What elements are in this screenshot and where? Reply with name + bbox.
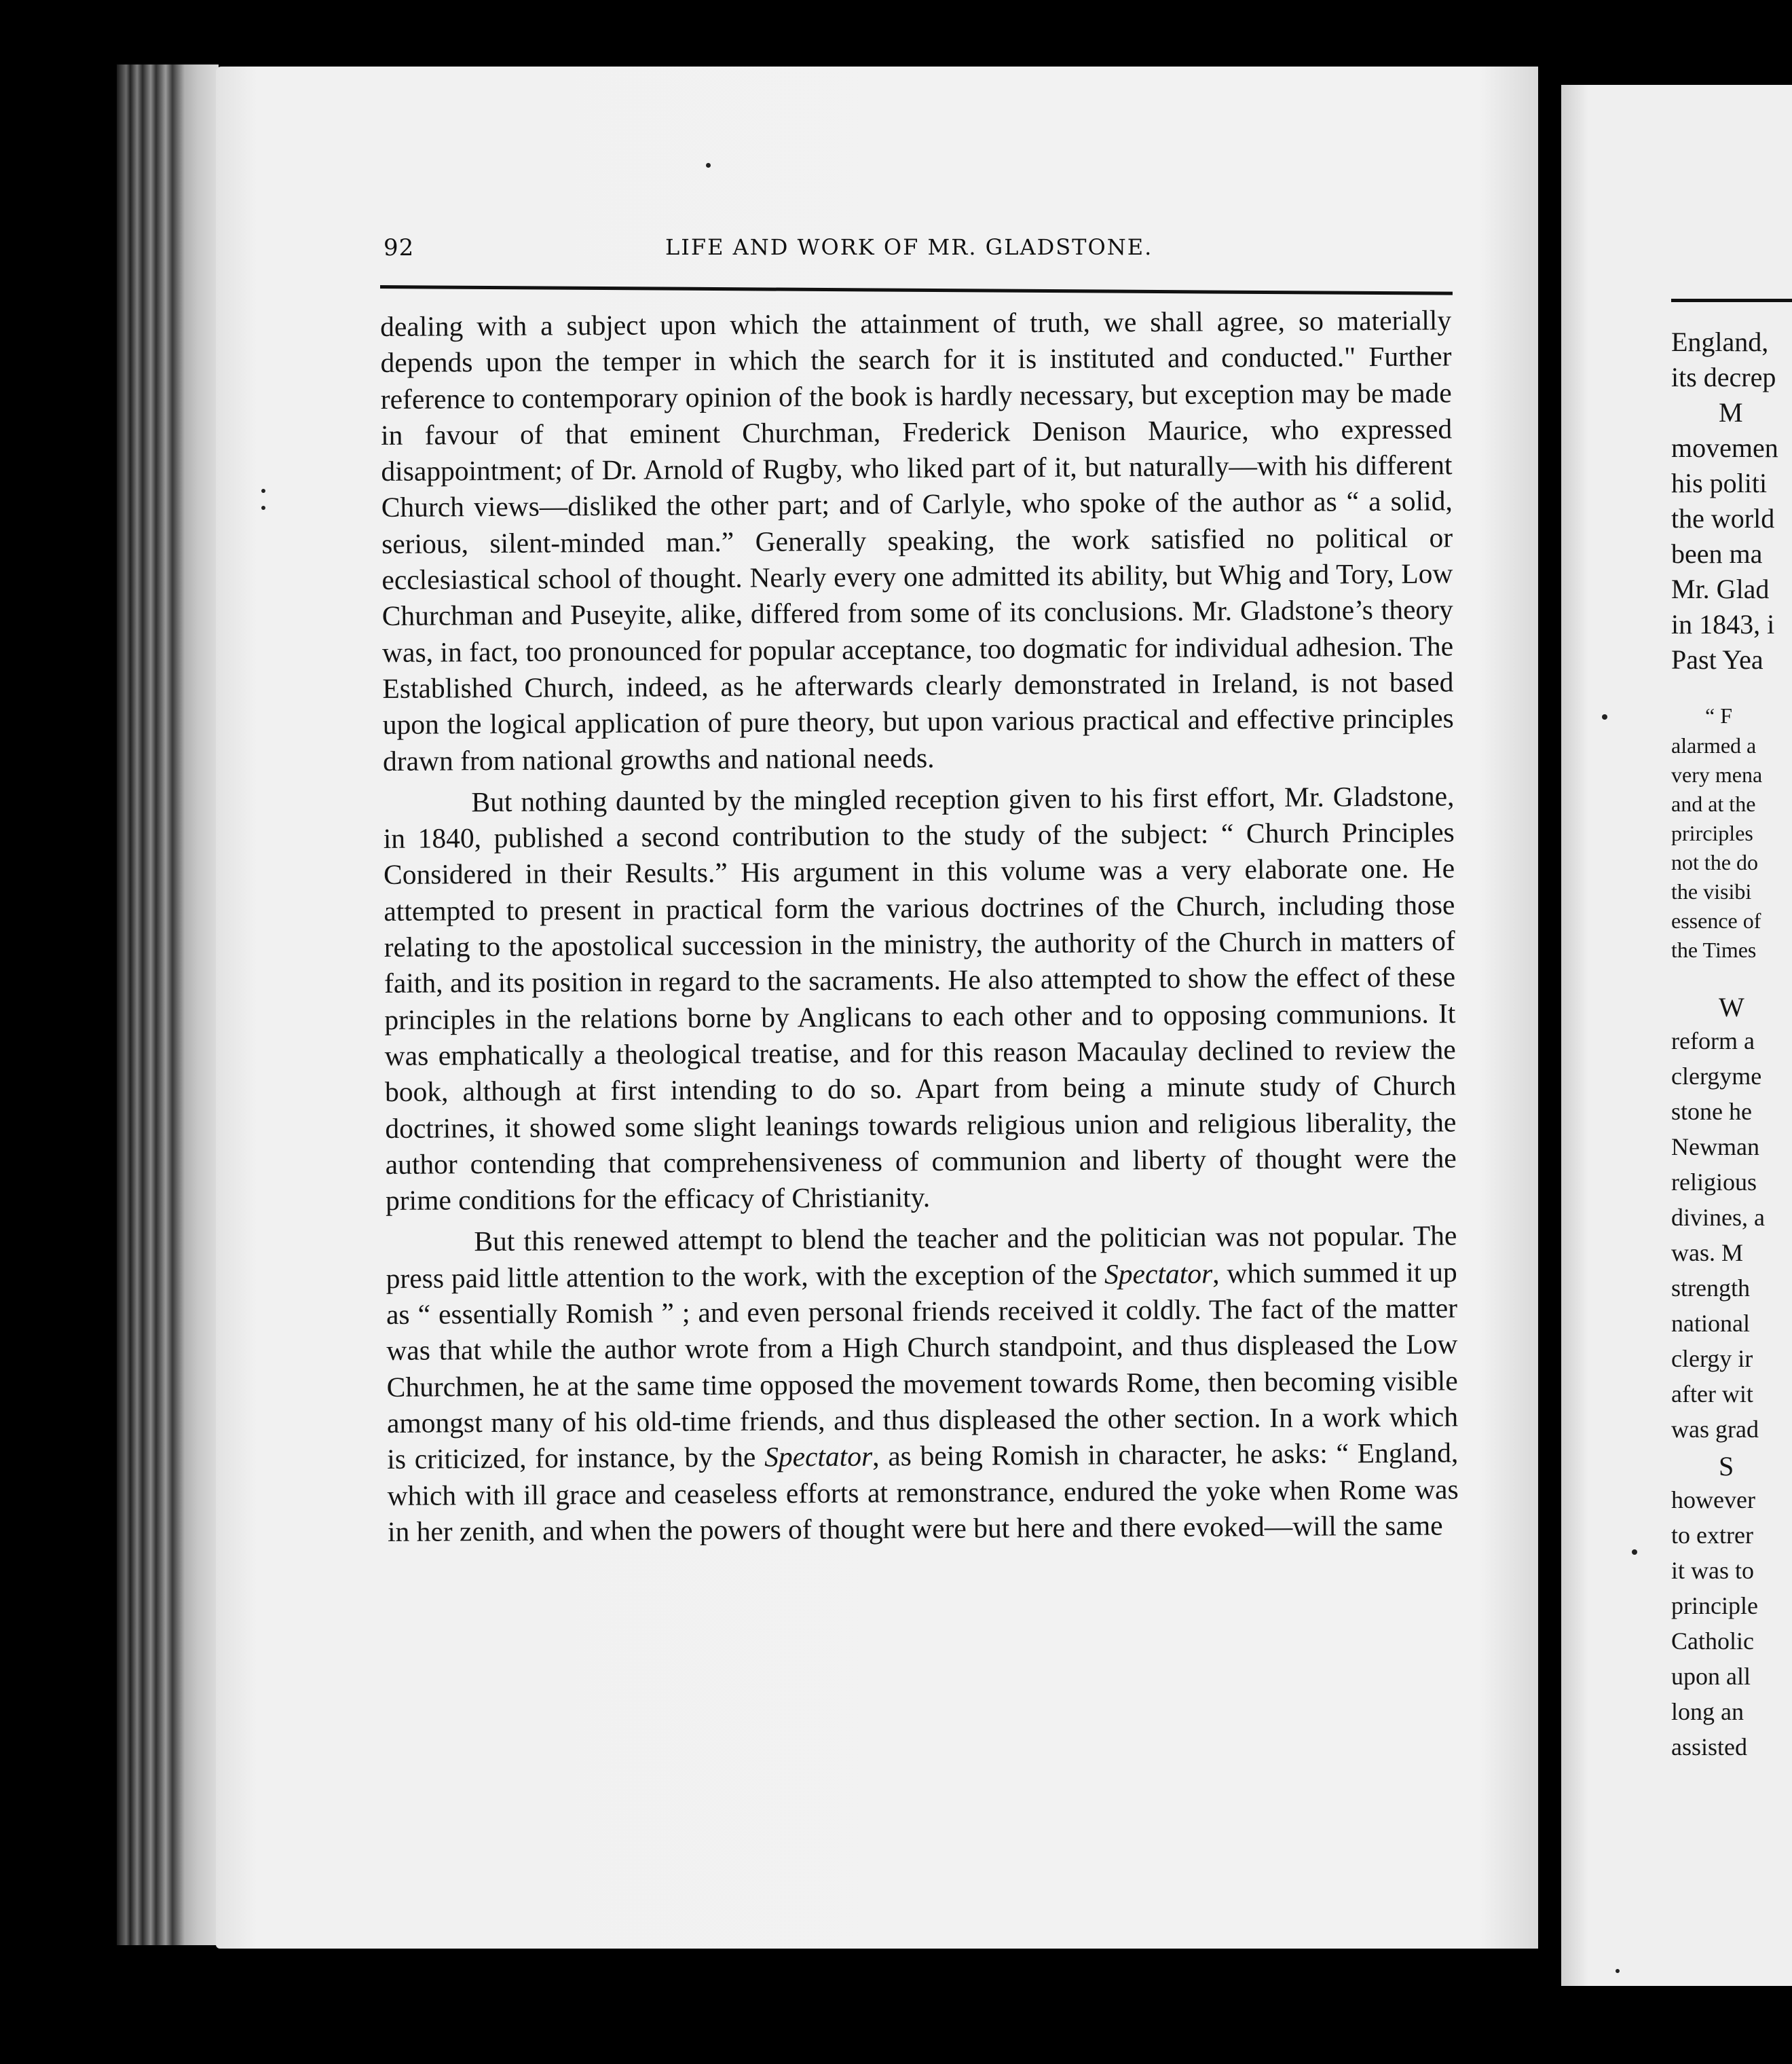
facing-line: principle	[1671, 1592, 1758, 1619]
book-gutter	[1538, 81, 1561, 1983]
paragraph-3	[386, 1218, 1459, 1550]
facing-line: assisted	[1671, 1733, 1747, 1761]
facing-line: stone he	[1671, 1098, 1752, 1125]
facing-line: in 1843, i	[1671, 609, 1775, 640]
facing-line: his politi	[1671, 468, 1768, 498]
page-stack-edge	[117, 64, 219, 1945]
facing-page-fragments	[1671, 326, 1792, 1820]
facing-line: the visibi	[1671, 879, 1752, 904]
facing-line: religious	[1671, 1168, 1757, 1196]
facing-line: however	[1671, 1486, 1755, 1513]
dust-speck	[261, 506, 265, 510]
dust-speck	[261, 489, 265, 493]
facing-line: not the do	[1671, 850, 1758, 874]
facing-line: clergyme	[1671, 1063, 1762, 1090]
italic-spectator-1: Spectator	[1104, 1257, 1213, 1290]
facing-line: clergy ir	[1671, 1345, 1753, 1372]
facing-line: to extrer	[1671, 1522, 1753, 1549]
facing-line: upon all	[1671, 1663, 1751, 1690]
dust-speck	[1632, 1549, 1637, 1555]
facing-line: the Times	[1671, 938, 1757, 962]
facing-line: it was to	[1671, 1557, 1754, 1584]
facing-line: and at the	[1671, 792, 1756, 816]
facing-line: national	[1671, 1310, 1750, 1337]
facing-line: England,	[1671, 327, 1769, 357]
paragraph-1: dealing with a subject upon which the attainment of truth, we shall agree, so materially depends upon the temper in which the search for it is instituted and conducted." Further reference to contemporary opinion of the book is hardly necessary, but exception may be made in favour of that eminent Churchman, Frederick Denison Maurice, who expressed disappointment; of Dr. Arnold of Rugby, who liked part of it, but naturally—with his different Church views—disliked the other part; and of Carlyle, who spoke of the author as “ a solid, serious, silent-minded man.” Generally speaking, the work satisfied no political or ecclesiastical school of thought. Nearly every one admitted its ability, but Whig and Tory, Low Churchman and Puseyite, alike, differed from some of its conclusions. Mr. Gladstone’s theory was, in fact, too pronounced for popular acceptance, too dogmatic for individual adhesion. The Established Church, indeed, as he afterwards clearly demonstrated in Ireland, is not based upon the logical application of pure theory, but upon various practical and effective principles drawn from national growths and national needs.	[380, 304, 1454, 777]
facing-line: after wit	[1671, 1380, 1753, 1407]
facing-line: long an	[1671, 1698, 1744, 1725]
body-text	[380, 302, 1459, 1550]
running-head	[384, 234, 1449, 275]
facing-line: S	[1719, 1451, 1734, 1481]
facing-line: M	[1719, 397, 1743, 428]
paragraph-3-part-1: But this renewed attempt to blend the teacher and the politician was not popular. The press paid little attention to the work, with the exception of the	[386, 1219, 1457, 1294]
paragraph-2: But nothing daunted by the mingled reception given to his first effort, Mr. Gladstone, in 1840, published a second contribution to the study of the subject: “ Church Principles Considered in their Results.” His argument in this volume was a very elaborate one. He attempted to present in practical form the various doctrines of the Church, including those relating to the apostolical succession in the ministry, the authority of the Church in matters of faith, and its position in regard to the sacraments. He also attempted to show the effect of these principles in the relations borne by Anglicans to each other and to opposing communions. It was emphatically a theological treatise, and for this reason Macaulay declined to review the book, although at first intending to do so. Apart from being a minute study of Church doctrines, it showed some slight leanings towards religious union and religious liberality, the author contending that comprehensiveness of communion and liberty of thought were the prime conditions for the efficacy of Christianity.	[383, 780, 1457, 1217]
paragraph-3-part-2: , which summed it up as “ essentially Romish ” ; and even personal friends received it coldly. The fact of the matter was that while the author wrote from a High Church standpoint, and thus displeased the Low Churchmen, he at the same time opposed the movement towards Rome, then becoming visible amongst many of his old-time friends, and thus displeased the other section. In a work which is criticized, for instance, by the	[386, 1256, 1459, 1475]
facing-line: its decrep	[1671, 362, 1776, 392]
italic-spectator-2: Spectator	[764, 1440, 873, 1473]
facing-line: Catholic	[1671, 1627, 1754, 1655]
facing-line: the world	[1671, 503, 1775, 534]
facing-line: was. M	[1671, 1239, 1743, 1266]
facing-line: alarmed a	[1671, 733, 1757, 758]
dust-speck	[706, 163, 711, 168]
dust-speck	[1602, 714, 1607, 720]
paragraph-3-part-3: , as being Romish in character, he asks: “ England, which with ill grace and ceaseless efforts at remonstrance, endured the yoke when Rome was in her zenith, and when the powers of thought were but here and there evoked—will the same	[387, 1437, 1459, 1547]
facing-line: reform a	[1671, 1027, 1755, 1054]
facing-line: was grad	[1671, 1416, 1759, 1443]
facing-line: divines, a	[1671, 1204, 1765, 1231]
facing-line: strength	[1671, 1274, 1750, 1302]
facing-line: movemen	[1671, 432, 1778, 463]
facing-page-rule	[1671, 299, 1792, 302]
dust-speck	[1616, 1969, 1620, 1973]
running-title: LIFE AND WORK OF MR. GLADSTONE.	[665, 234, 1153, 260]
facing-line: Newman	[1671, 1133, 1759, 1160]
page-number: 92	[384, 234, 415, 261]
facing-line: Past Yea	[1671, 644, 1763, 675]
facing-line: Mr. Glad	[1671, 574, 1770, 604]
facing-line: prirciples	[1671, 821, 1753, 845]
facing-line: very mena	[1671, 762, 1763, 787]
facing-line: essence of	[1671, 908, 1761, 933]
facing-line: W	[1719, 992, 1744, 1022]
facing-line: “ F	[1705, 703, 1732, 728]
facing-line: been ma	[1671, 538, 1763, 569]
